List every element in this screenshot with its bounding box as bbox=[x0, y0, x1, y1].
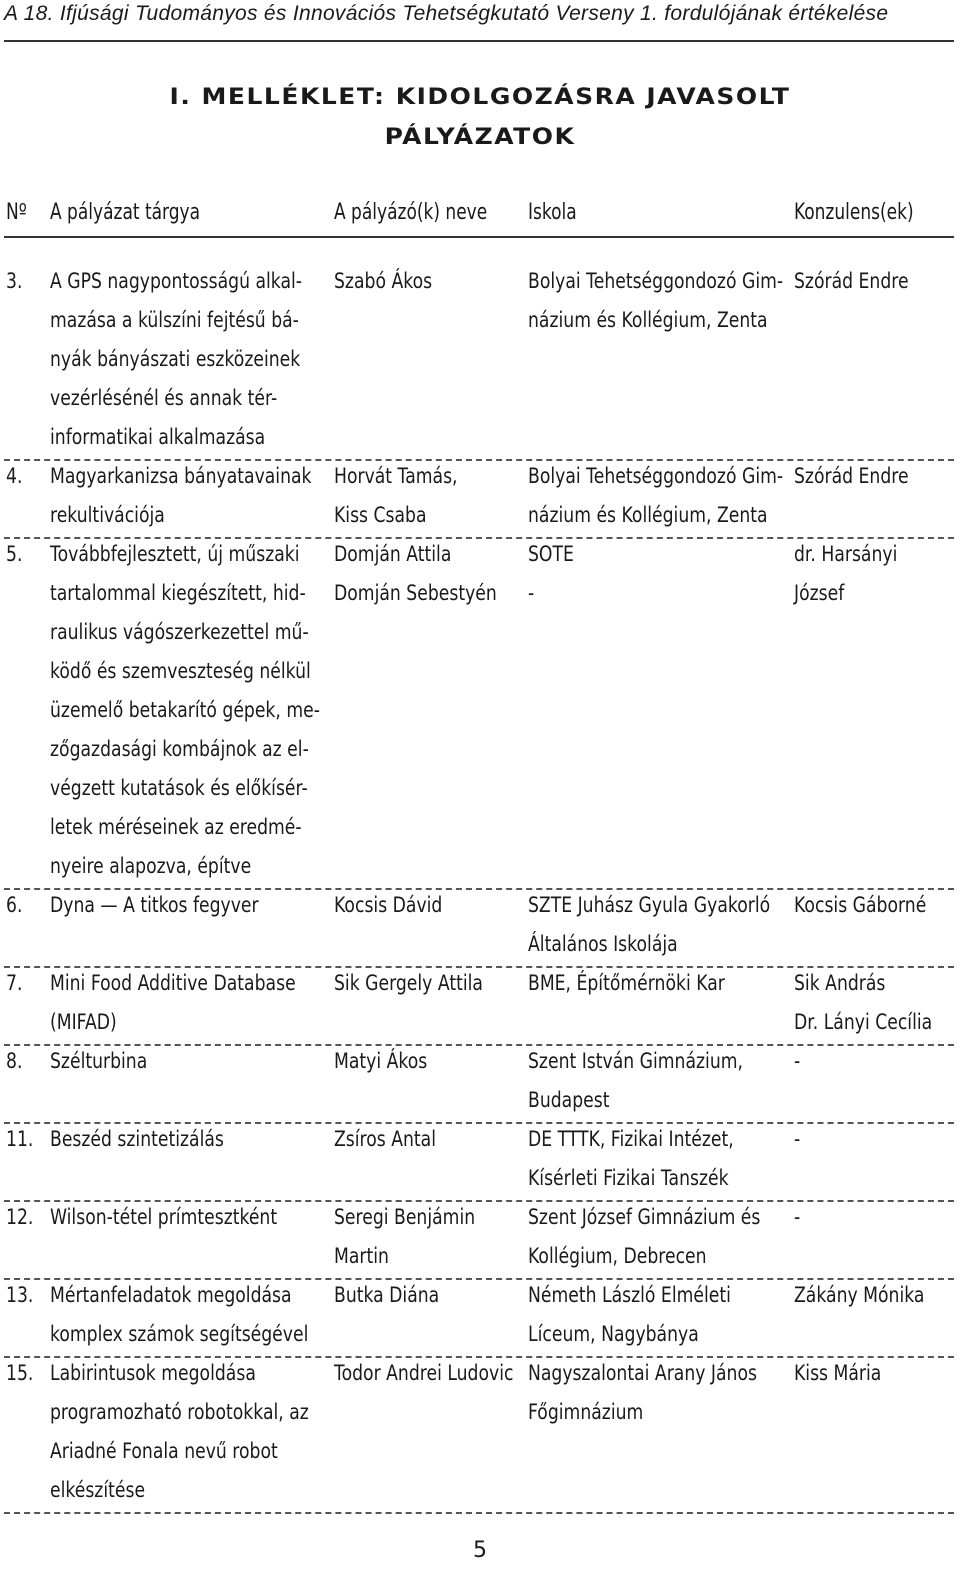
row-topic: Dyna — A titkos fegyver bbox=[50, 893, 259, 917]
row-consultant: - bbox=[794, 1127, 801, 1151]
row-number: 15. bbox=[6, 1361, 34, 1385]
running-header: A 18. Ifjúsági Tudományos és Innovációs Tehetségkutató Verseny 1. fordulójának értékelése bbox=[4, 2, 889, 25]
page-number: 5 bbox=[473, 1538, 487, 1563]
row-consultant: Kiss Mária bbox=[794, 1361, 882, 1385]
row-school: DE TTTK, Fizikai Intézet, Kísérleti Fizikai Tanszék bbox=[528, 1127, 734, 1190]
header-topic: A pályázat tárgya bbox=[50, 200, 201, 225]
table-header bbox=[0, 198, 960, 238]
row-school: Németh László Elméleti Líceum, Nagybánya bbox=[528, 1283, 731, 1346]
row-applicant-name: Domján Attila Domján Sebestyén bbox=[334, 542, 497, 605]
row-school: Bolyai Tehetséggondozó Gim- názium és Kollégium, Zenta bbox=[528, 269, 784, 332]
header-rule bbox=[4, 40, 954, 42]
row-applicant-name: Zsíros Antal bbox=[334, 1127, 437, 1151]
row-number: 12. bbox=[6, 1205, 34, 1229]
row-topic: Beszéd szintetizálás bbox=[50, 1127, 224, 1151]
row-school: Szent István Gimnázium, Budapest bbox=[528, 1049, 743, 1112]
row-consultant: - bbox=[794, 1205, 801, 1229]
row-topic: Továbbfejlesztett, új műszaki tartalommal kiegészített, hid- raulikus vágószerkezettel mű- ködő és szemveszteség nélkül üzemelő betakarító gépek, me- zőgazdasági kombájnok az el- végzett kutatások és előkísér- letek méréseinek az eredmé- nyeire alapozva, építve bbox=[50, 542, 320, 878]
row-applicant-name: Sik Gergely Attila bbox=[334, 971, 483, 995]
row-school: SOTE - bbox=[528, 542, 574, 605]
row-topic: Labirintusok megoldása programozható robotokkal, az Ariadné Fonala nevű robot elkészítése bbox=[50, 1361, 309, 1502]
section-title-line-1: I. MELLÉKLET: KIDOLGOZÁSRA JAVASOLT bbox=[169, 83, 791, 110]
row-applicant-name: Seregi Benjámin Martin bbox=[334, 1205, 476, 1268]
row-school: BME, Építőmérnöki Kar bbox=[528, 971, 725, 995]
row-number: 6. bbox=[6, 893, 23, 917]
row-school: SZTE Juhász Gyula Gyakorló Általános Iskolája bbox=[528, 893, 771, 956]
header-consultant: Konzulens(ek) bbox=[794, 200, 914, 225]
row-school: Nagyszalontai Arany János Főgimnázium bbox=[528, 1361, 757, 1424]
row-applicant-name: Matyi Ákos bbox=[334, 1049, 428, 1073]
header-number: Nº bbox=[6, 200, 27, 225]
row-applicant-name: Szabó Ákos bbox=[334, 269, 433, 293]
row-consultant: - bbox=[794, 1049, 801, 1073]
row-topic: Mértanfeladatok megoldása komplex számok segítségével bbox=[50, 1283, 309, 1346]
row-topic: Magyarkanizsa bányatavainak rekultivációja bbox=[50, 464, 312, 527]
row-number: 11. bbox=[6, 1127, 34, 1151]
row-consultant: Szórád Endre bbox=[794, 464, 909, 488]
row-topic: A GPS nagypontosságú alkal- mazása a külszíni fejtésű bá- nyák bányászati eszközeinek vezérlésénél és annak tér- informatikai alkalmazása bbox=[50, 269, 303, 449]
row-number: 4. bbox=[6, 464, 23, 488]
row-consultant: Zákány Mónika bbox=[794, 1283, 925, 1307]
row-consultant: Kocsis Gáborné bbox=[794, 893, 927, 917]
row-number: 13. bbox=[6, 1283, 34, 1307]
row-topic: Wilson-tétel prímtesztként bbox=[50, 1205, 278, 1229]
row-divider bbox=[4, 1512, 954, 1514]
row-applicant-name: Butka Diána bbox=[334, 1283, 440, 1307]
row-school: Szent József Gimnázium és Kollégium, Debrecen bbox=[528, 1205, 761, 1268]
row-number: 8. bbox=[6, 1049, 23, 1073]
row-number: 5. bbox=[6, 542, 23, 566]
row-applicant-name: Kocsis Dávid bbox=[334, 893, 443, 917]
header-school: Iskola bbox=[528, 200, 577, 225]
row-applicant-name: Horvát Tamás, Kiss Csaba bbox=[334, 464, 458, 527]
row-school: Bolyai Tehetséggondozó Gim- názium és Kollégium, Zenta bbox=[528, 464, 784, 527]
row-applicant-name: Todor Andrei Ludovic bbox=[334, 1361, 514, 1385]
section-title-line-2: PÁLYÁZATOK bbox=[384, 123, 576, 150]
row-consultant: Sik András Dr. Lányi Cecília bbox=[794, 971, 933, 1034]
header-applicant-name: A pályázó(k) neve bbox=[334, 200, 488, 225]
row-topic: Szélturbina bbox=[50, 1049, 148, 1073]
row-consultant: dr. Harsányi József bbox=[794, 542, 898, 605]
header-divider bbox=[4, 236, 954, 238]
row-topic: Mini Food Additive Database (MIFAD) bbox=[50, 971, 296, 1034]
row-consultant: Szórád Endre bbox=[794, 269, 909, 293]
row-number: 7. bbox=[6, 971, 23, 995]
row-number: 3. bbox=[6, 269, 23, 293]
